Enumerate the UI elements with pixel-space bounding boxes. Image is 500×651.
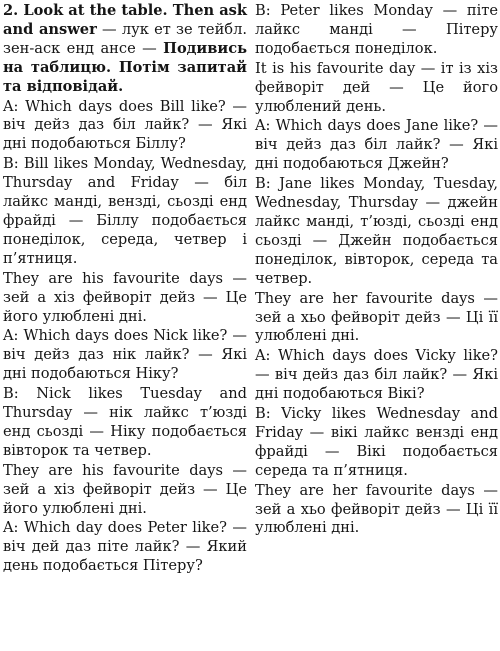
dialogue-line: B: Peter likes Monday — піте лайкс манді — Пітеру подобається понеділок. bbox=[255, 2, 498, 57]
dialogue-line: B: Nick likes Tuesday and Thursday — нік лайкс т’юзді енд сьозді — Ніку подобається вівторок та четвер. bbox=[3, 385, 247, 459]
dialogue-line: B: Vicky likes Wednesday and Friday — вікі лайкс вензді енд фрайді — Вікі подобається середа та п’ятниця. bbox=[255, 405, 498, 479]
left-column bbox=[3, 2, 247, 577]
dialogue-line: B: Jane likes Monday, Tuesday, Wednesday, Thursday — джейн лайкс манді, т’юзді, сьозді енд сьозді — Джейн подобається понеділок, вівторок, середа та четвер. bbox=[255, 175, 498, 287]
right-column bbox=[255, 2, 498, 539]
task-number: 2. bbox=[3, 2, 19, 19]
dialogue-line: It is his favourite day — іт із хіз фейворіт дей — Це його улюблений день. bbox=[255, 59, 498, 115]
dialogue-line: They are her favourite days — зей а хьо фейворіт дейз — Ці її улюблені дні. bbox=[255, 289, 498, 345]
dialogue-line: B: Bill likes Monday, Wednesday, Thursday and Friday — біл лайкс манді, вензді, сьозді енд фрайді — Біллу подобається понеділок, середа, четвер і п’ятниця. bbox=[3, 155, 247, 267]
task-heading bbox=[3, 2, 247, 97]
dialogue-line: A: Which days does Jane like? — віч дейз даз біл лайк? — Які дні подобаються Джейн? bbox=[255, 117, 498, 173]
task-transcription: — лук ет зе тейбл. зен-аск енд ансе — bbox=[3, 20, 247, 57]
dialogue-line: A: Which days does Vicky like? — віч дейз даз біл лайк? — Які дні подобаються Вікі? bbox=[255, 347, 498, 403]
task-instruction-ua: Подивись на таблицю. Потім запитай та відповідай. bbox=[3, 39, 247, 95]
dialogue-line: They are his favourite days — зей а хіз фейворіт дейз — Це його улюблені дні. bbox=[3, 461, 247, 517]
dialogue-line: They are her favourite days — зей а хьо фейворіт дейз — Ці її улюблені дні. bbox=[255, 481, 498, 537]
dialogue-line: A: Which day does Peter like? — віч дей даз піте лайк? — Який день подобається Пітеру? bbox=[3, 519, 247, 575]
dialogue-line: A: Which days does Bill like? — віч дейз даз біл лайк? — Які дні подобаються Біллу? bbox=[3, 97, 247, 153]
dialogue-line: They are his favourite days — зей а хіз фейворіт дейз — Це його улюблені дні. bbox=[3, 269, 247, 325]
task-instruction-en: Look at the table. Then ask and answer bbox=[3, 2, 247, 38]
dialogue-line: A: Which days does Nick like? — віч дейз даз нік лайк? — Які дні подобаються Ніку? bbox=[3, 327, 247, 383]
